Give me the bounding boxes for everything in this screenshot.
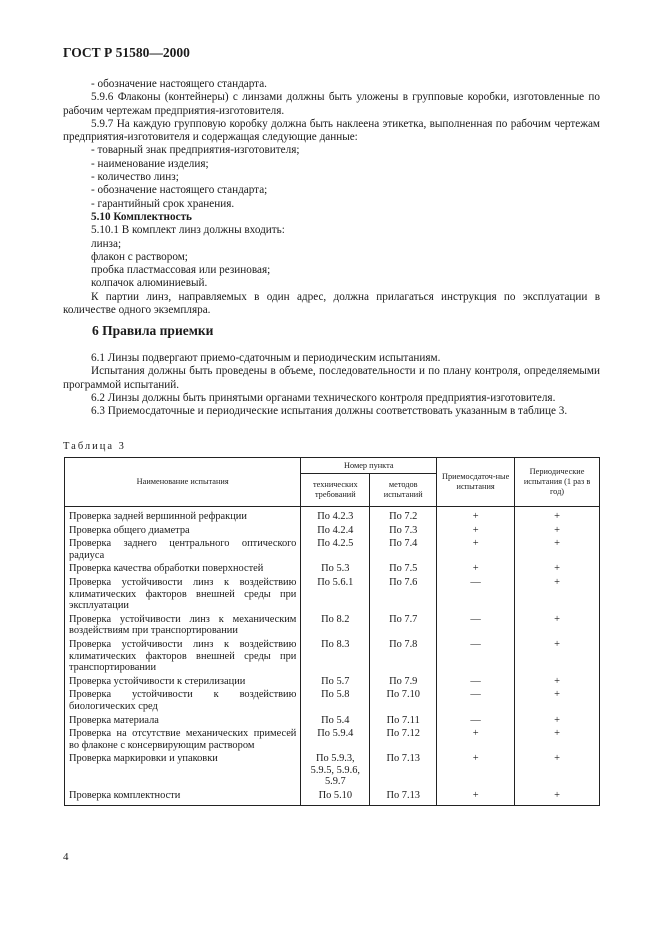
list-item: - товарный знак предприятия-изготовителя; bbox=[91, 144, 300, 157]
cell-acceptance: + bbox=[437, 562, 515, 576]
cell-acceptance: + bbox=[437, 524, 515, 538]
table-row bbox=[65, 562, 600, 576]
cell-test-name: Проверка комплектности bbox=[65, 789, 301, 805]
table-row bbox=[65, 613, 600, 638]
list-item: - количество линз; bbox=[91, 171, 179, 184]
header-tech-requirements: технических требований bbox=[301, 474, 370, 507]
cell-acceptance: — bbox=[437, 714, 515, 728]
cell-acceptance: + bbox=[437, 789, 515, 805]
list-item: колпачок алюминиевый. bbox=[91, 277, 208, 290]
cell-test-name: Проверка устойчивости линз к механическим воздействиям при транспортировании bbox=[65, 613, 301, 638]
cell-method: По 7.13 bbox=[370, 789, 437, 805]
table-row bbox=[65, 727, 600, 752]
list-item: линза; bbox=[91, 237, 122, 250]
paragraph: 6.1 Линзы подвергают приемо-сдаточным и периодическим испытаниям. bbox=[91, 352, 441, 364]
cell-acceptance: + bbox=[437, 752, 515, 789]
document-header: ГОСТ Р 51580—2000 bbox=[63, 45, 190, 60]
cell-method: По 7.2 bbox=[370, 507, 437, 524]
cell-method: По 7.10 bbox=[370, 688, 437, 713]
cell-test-name: Проверка на отсутствие механических примесей во флаконе с консервирующим раствором bbox=[65, 727, 301, 752]
cell-tech-requirement: По 5.9.3, 5.9.5, 5.9.6, 5.9.7 bbox=[301, 752, 370, 789]
cell-test-name: Проверка задней вершинной рефракции bbox=[65, 507, 301, 524]
cell-tech-requirement: По 4.2.3 bbox=[301, 507, 370, 524]
cell-periodic: + bbox=[515, 576, 600, 613]
cell-tech-requirement: По 8.2 bbox=[301, 613, 370, 638]
cell-periodic: + bbox=[515, 537, 600, 562]
list-item: - наименование изделия; bbox=[91, 157, 209, 170]
paragraph: 6.3 Приемосдаточные и периодические испытания должны соответствовать указанным в таблице 3. bbox=[91, 405, 568, 418]
cell-test-name: Проверка устойчивости к воздействию биологических сред bbox=[65, 688, 301, 713]
cell-periodic: + bbox=[515, 789, 600, 805]
cell-test-name: Проверка общего диаметра bbox=[65, 524, 301, 538]
cell-method: По 7.8 bbox=[370, 638, 437, 675]
cell-tech-requirement: По 4.2.4 bbox=[301, 524, 370, 538]
table-row bbox=[65, 638, 600, 675]
cell-test-name: Проверка устойчивости к стерилизации bbox=[65, 675, 301, 689]
cell-acceptance: — bbox=[437, 638, 515, 675]
cell-periodic: + bbox=[515, 638, 600, 675]
paragraph: 5.10.1 В комплект линз должны входить: bbox=[91, 224, 285, 237]
cell-periodic: + bbox=[515, 613, 600, 638]
table-row bbox=[65, 688, 600, 713]
table-body bbox=[65, 507, 600, 806]
cell-acceptance: — bbox=[437, 613, 515, 638]
cell-test-name: Проверка устойчивости линз к воздействию климатических факторов внешней среды при эксплуатации bbox=[65, 576, 301, 613]
cell-periodic: + bbox=[515, 507, 600, 524]
list-item: флакон с раствором; bbox=[91, 250, 188, 263]
cell-test-name: Проверка заднего центрального оптического радиуса bbox=[65, 537, 301, 562]
table-row bbox=[65, 789, 600, 805]
paragraph: 6.2 Линзы должны быть принятыми органами технического контроля предприятия-изготовителя. bbox=[91, 391, 556, 404]
cell-acceptance: — bbox=[437, 675, 515, 689]
table-row bbox=[65, 537, 600, 562]
list-item: - обозначение настоящего стандарта. bbox=[91, 78, 267, 90]
section-title: 6 Правила приемки bbox=[92, 323, 214, 338]
list-item: - гарантийный срок хранения. bbox=[91, 197, 235, 210]
cell-test-name: Проверка маркировки и упаковки bbox=[65, 752, 301, 789]
cell-periodic: + bbox=[515, 688, 600, 713]
cell-method: По 7.6 bbox=[370, 576, 437, 613]
paragraph: Испытания должны быть проведены в объеме, последовательности и по плану контроля, определяемыми программой испытаний. bbox=[63, 365, 600, 391]
table-row bbox=[65, 675, 600, 689]
cell-acceptance: + bbox=[437, 727, 515, 752]
table-row bbox=[65, 752, 600, 789]
table-row bbox=[65, 576, 600, 613]
table-row bbox=[65, 507, 600, 524]
cell-tech-requirement: По 4.2.5 bbox=[301, 537, 370, 562]
page-number: 4 bbox=[63, 851, 69, 863]
header-test-name: Наименование испытания bbox=[65, 458, 301, 507]
cell-tech-requirement: По 5.10 bbox=[301, 789, 370, 805]
cell-tech-requirement: По 5.9.4 bbox=[301, 727, 370, 752]
cell-periodic: + bbox=[515, 727, 600, 752]
paragraph: К партии линз, направляемых в один адрес, должна прилагаться инструкция по эксплуатации в количестве одного экземпляра. bbox=[63, 290, 600, 317]
cell-tech-requirement: По 5.3 bbox=[301, 562, 370, 576]
cell-test-name: Проверка материала bbox=[65, 714, 301, 728]
paragraph: 5.9.6 Флаконы (контейнеры) с линзами должны быть уложены в групповые коробки, изготовленные по рабочим чертежам предприятия-изготовителя. bbox=[63, 91, 600, 117]
list-item: пробка пластмассовая или резиновая; bbox=[91, 264, 271, 277]
cell-acceptance: + bbox=[437, 537, 515, 562]
cell-tech-requirement: По 8.3 bbox=[301, 638, 370, 675]
cell-tech-requirement: По 5.7 bbox=[301, 675, 370, 689]
cell-periodic: + bbox=[515, 752, 600, 789]
cell-periodic: + bbox=[515, 714, 600, 728]
tests-table bbox=[64, 457, 600, 806]
header-acceptance: Приемосдаточ-ные испытания bbox=[437, 458, 515, 507]
cell-periodic: + bbox=[515, 562, 600, 576]
list-item: - обозначение настоящего стандарта; bbox=[91, 184, 268, 197]
table-caption: Таблица 3 bbox=[63, 441, 126, 452]
paragraph: 5.9.7 На каждую групповую коробку должна быть наклеена этикетка, выполненная по рабочим чертежам предприятия-изготовителя и содержащая следующие данные: bbox=[63, 117, 600, 144]
table-row bbox=[65, 524, 600, 538]
cell-periodic: + bbox=[515, 675, 600, 689]
cell-tech-requirement: По 5.8 bbox=[301, 688, 370, 713]
cell-acceptance: — bbox=[437, 688, 515, 713]
table-row bbox=[65, 714, 600, 728]
subsection-title: 5.10 Комплектность bbox=[91, 210, 192, 223]
cell-tech-requirement: По 5.6.1 bbox=[301, 576, 370, 613]
cell-test-name: Проверка качества обработки поверхностей bbox=[65, 562, 301, 576]
cell-method: По 7.9 bbox=[370, 675, 437, 689]
header-periodic: Периодические испытания (1 раз в год) bbox=[515, 458, 600, 507]
cell-method: По 7.4 bbox=[370, 537, 437, 562]
cell-acceptance: + bbox=[437, 507, 515, 524]
cell-method: По 7.12 bbox=[370, 727, 437, 752]
cell-method: По 7.7 bbox=[370, 613, 437, 638]
cell-method: По 7.3 bbox=[370, 524, 437, 538]
header-methods: методов испытаний bbox=[370, 474, 437, 507]
cell-method: По 7.5 bbox=[370, 562, 437, 576]
cell-method: По 7.13 bbox=[370, 752, 437, 789]
body-text bbox=[63, 78, 600, 317]
cell-acceptance: — bbox=[437, 576, 515, 613]
cell-method: По 7.11 bbox=[370, 714, 437, 728]
cell-test-name: Проверка устойчивости линз к воздействию климатических факторов внешней среды при транспортировании bbox=[65, 638, 301, 675]
cell-tech-requirement: По 5.4 bbox=[301, 714, 370, 728]
header-item-number: Номер пункта bbox=[301, 458, 437, 474]
cell-periodic: + bbox=[515, 524, 600, 538]
section-text bbox=[63, 352, 600, 418]
